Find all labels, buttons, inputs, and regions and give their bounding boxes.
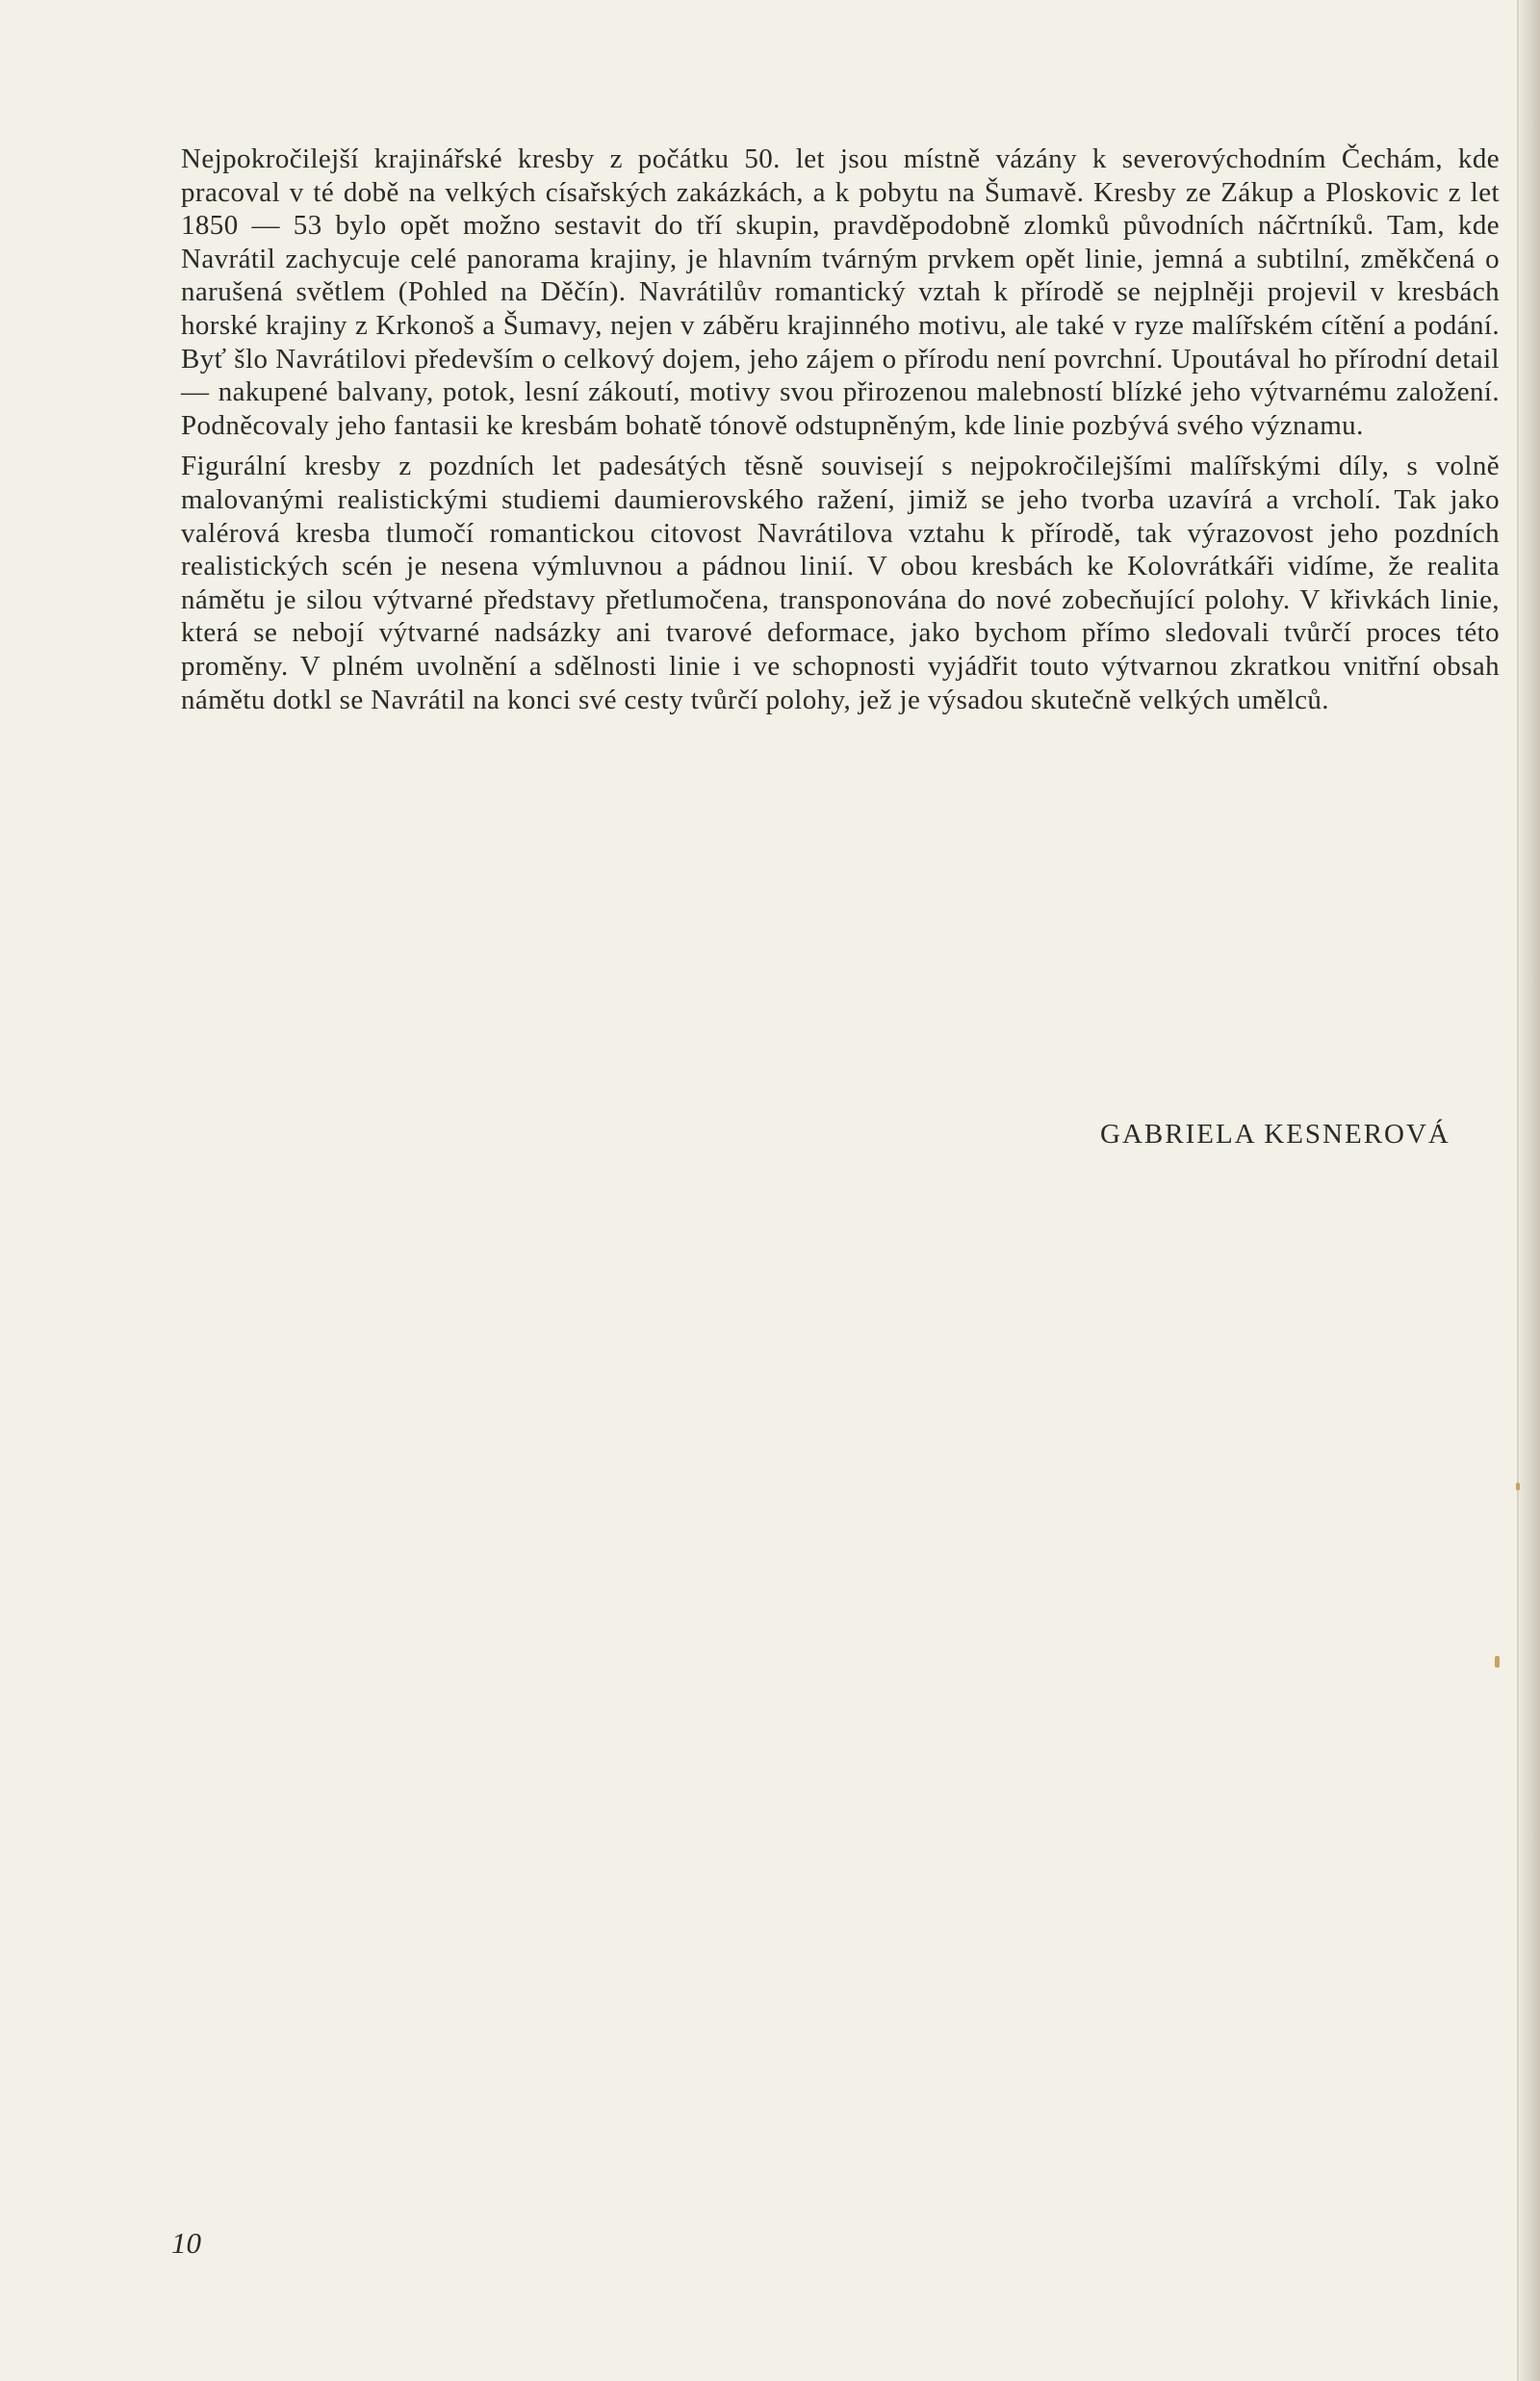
paper-speck (1516, 1483, 1520, 1490)
page-number: 10 (171, 2226, 201, 2260)
author-signature: GABRIELA KESNEROVÁ (1100, 1119, 1450, 1150)
page-edge (1519, 0, 1540, 2381)
body-text (181, 142, 1500, 716)
paper-speck (1495, 1656, 1500, 1668)
paragraph-1: Nejpokročilejší krajinářské kresby z počátku 50. let jsou místně vázány k severovýchodním Čechám, kde pracoval v té době na velkých císařských zakázkách, a k pobytu na Šumavě. Kresby ze Zákup a Ploskovic z let 1850 — 53 bylo opět možno sestavit do tří skupin, pravděpodobně zlomků původních náčrtníků. Tam, kde Navrátil zachycuje celé panorama krajiny, je hlavním tvárným prvkem opět linie, jemná a subtilní, změkčená o narušená světlem (Pohled na Děčín). Navrátilův romantický vztah k přírodě se nejplněji projevil v kresbách horské krajiny z Krkonoš a Šumavy, nejen v záběru krajinného motivu, ale také v ryze malířském cítění a podání. Byť šlo Navrátilovi především o celkový dojem, jeho zájem o přírodu není povrchní. Upoutával ho přírodní detail — nakupené balvany, potok, lesní zákoutí, motivy svou přirozenou malebností blízké jeho výtvarnému založení. Podněcovaly jeho fantasii ke kresbám bohatě tónově odstupněným, kde linie pozbývá svého významu. (181, 143, 1500, 441)
paragraph-2: Figurální kresby z pozdních let padesátých těsně souvisejí s nejpokročilejšími malířskými díly, s volně malovanými realistickými studiemi daumierovského ražení, jimiž se jeho tvorba uzavírá a vrcholí. Tak jako valérová kresba tlumočí romantickou citovost Navrátilova vztahu k přírodě, tak výrazovost jeho pozdních realistických scén je nesena výmluvnou a pádnou linií. V obou kresbách ke Kolovrátkáři vidíme, že realita námětu je silou výtvarné představy přetlumočena, transponována do nové zobecňující polohy. V křivkách linie, která se nebojí výtvarné nadsázky ani tvarové deformace, jako bychom přímo sledovali tvůrčí proces této proměny. V plném uvolnění a sdělnosti linie i ve schopnosti vyjádřit touto výtvarnou zkratkou vnitřní obsah námětu dotkl se Navrátil na konci své cesty tvůrčí polohy, jež je výsadou skutečně velkých umělců. (181, 451, 1500, 715)
